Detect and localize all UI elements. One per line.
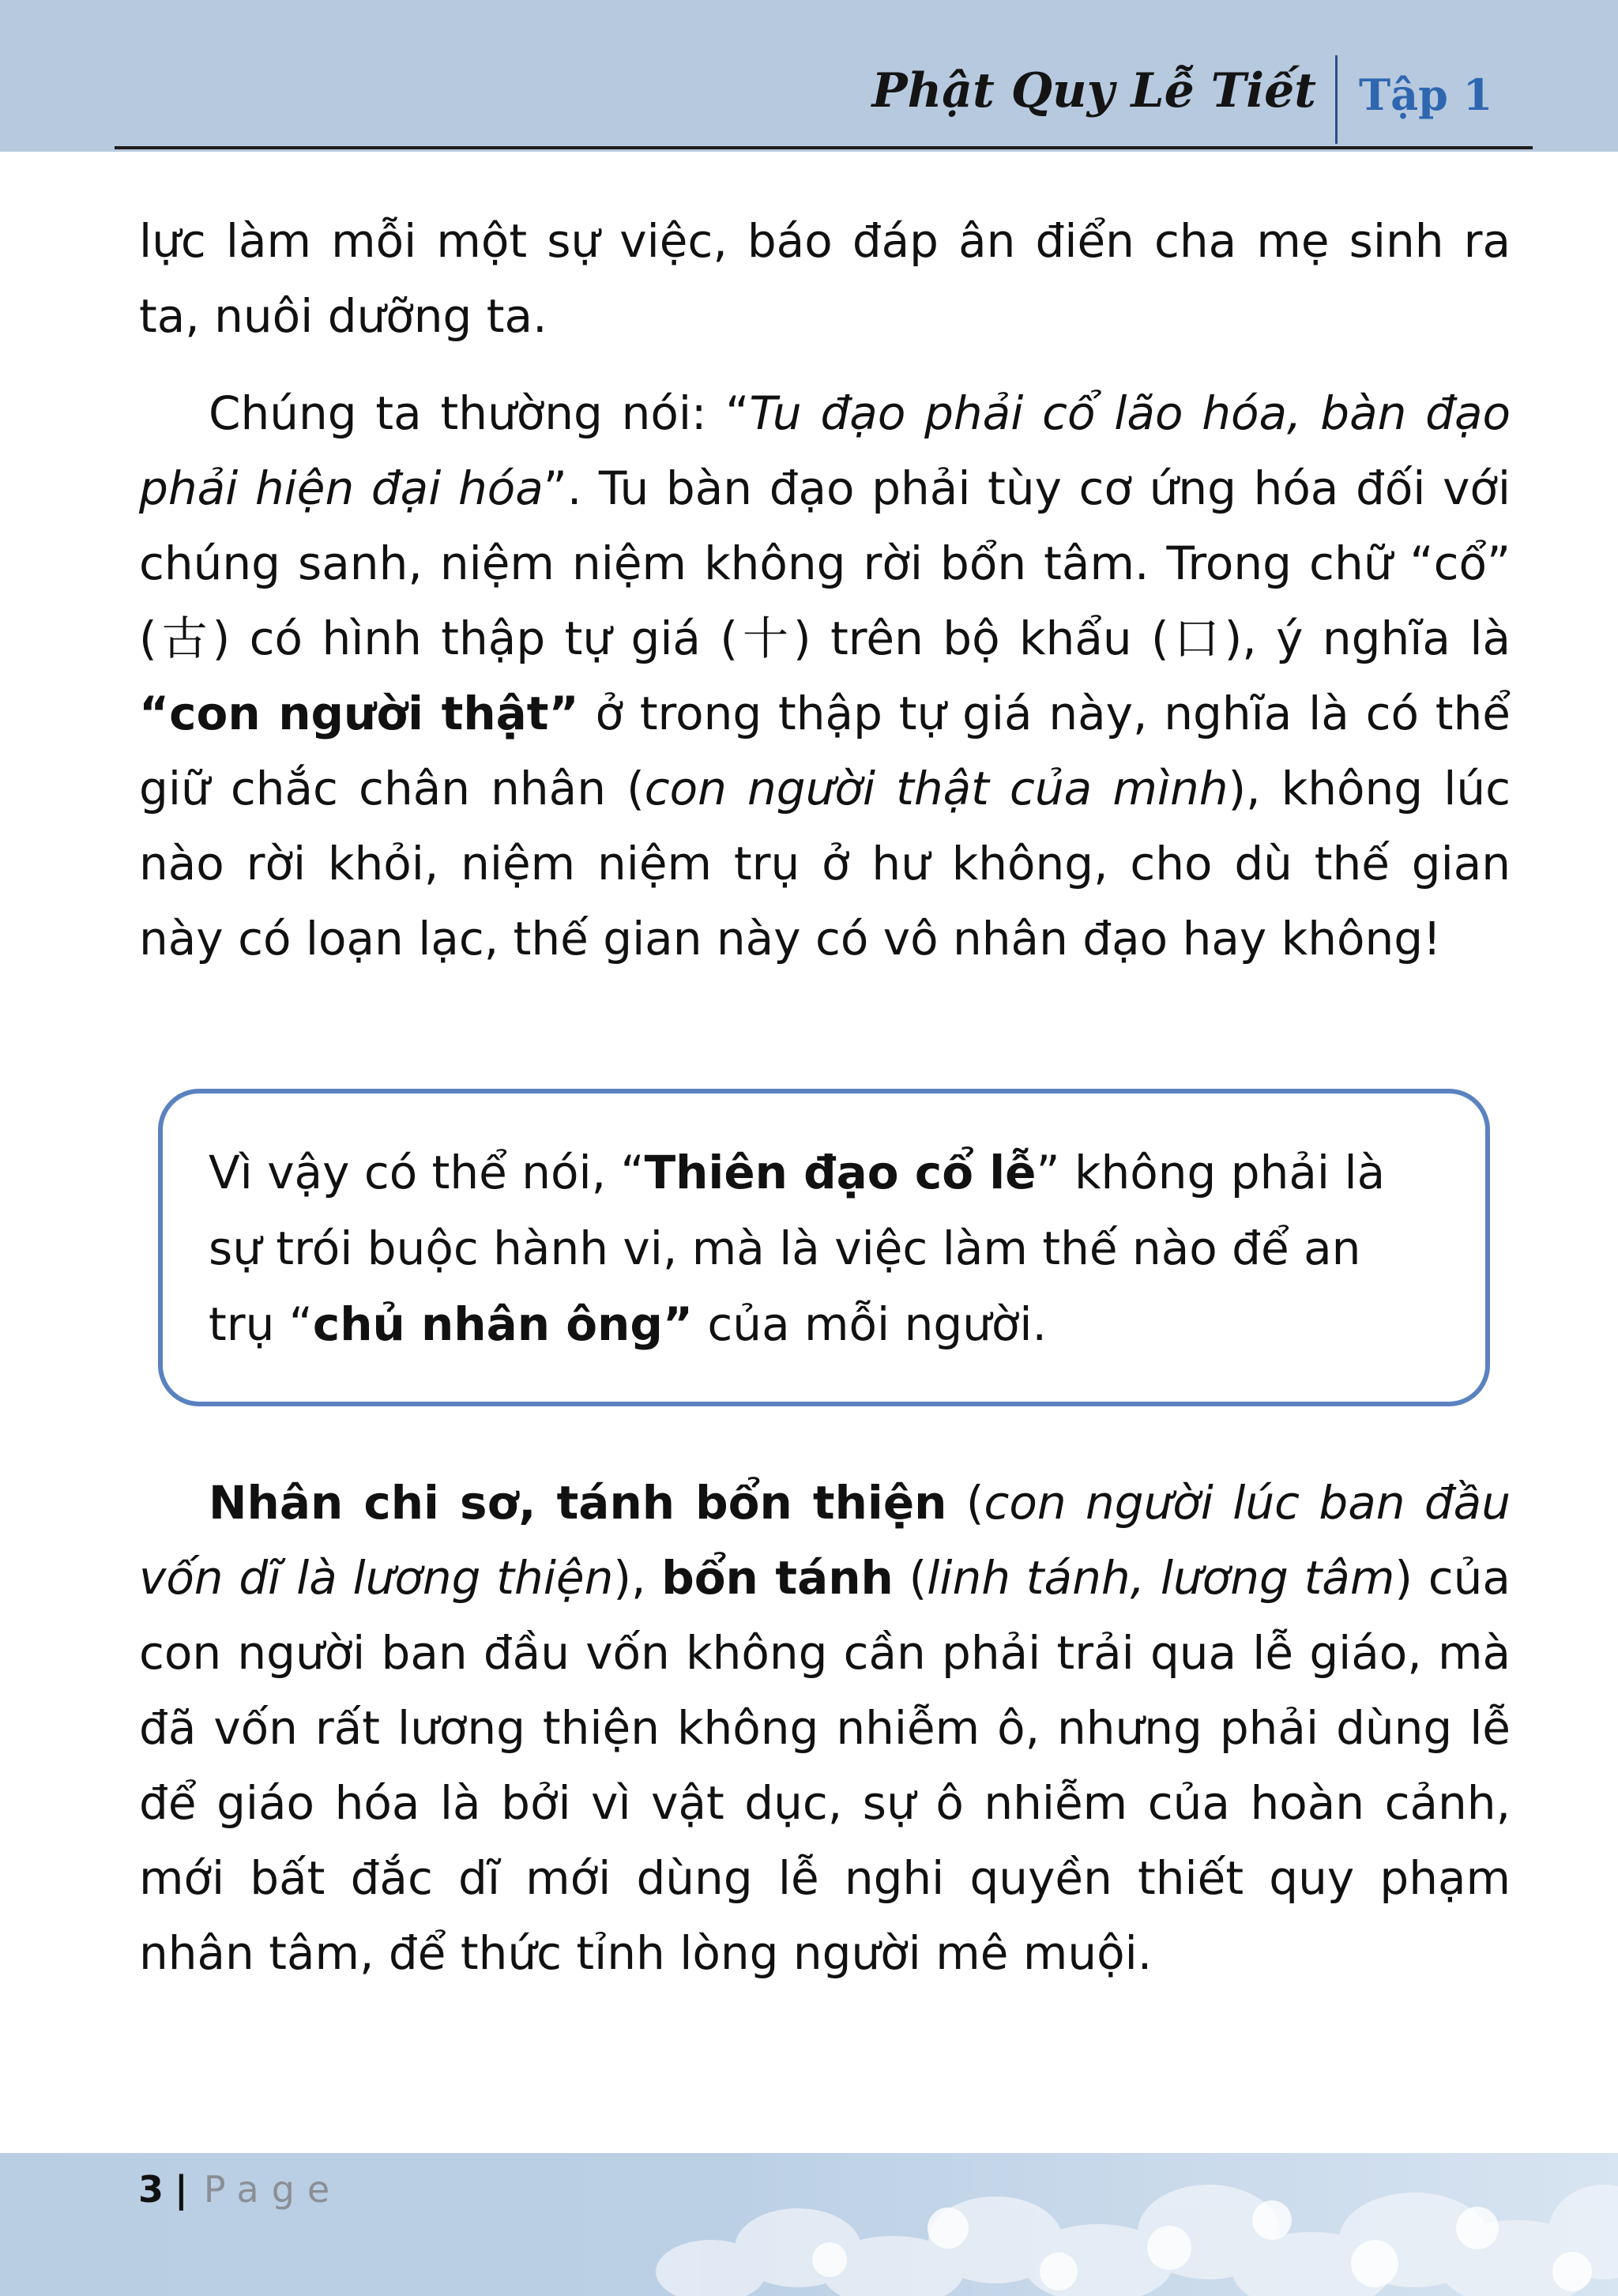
paragraph-3 (139, 1466, 1511, 1991)
p2-italic-2: con người thật của mình (644, 762, 1229, 815)
p3-text-4: ) của con người ban đầu vốn không cần phải trải qua lễ giáo, mà đã vốn rất lương thiện không nhiễm ô, nhưng phải dùng lễ để giáo hóa là bởi vì vật dục, sự ô nhiễm của hoàn cảnh, mới bất đắc dĩ mới dùng lễ nghi quyền thiết quy phạm nhân tâm, để thức tỉnh lòng người mê muội. (139, 1551, 1511, 1980)
paragraph-1-text: lực làm mỗi một sự việc, báo đáp ân điển cha mẹ sinh ra ta, nuôi dưỡng ta. (139, 214, 1511, 343)
book-title: Phật Quy Lễ Tiết (871, 63, 1316, 119)
p3-text-2: ), (613, 1551, 662, 1605)
callout-bold-1: Thiên đạo cổ lễ (644, 1146, 1037, 1199)
callout-text-3: của mỗi người. (692, 1297, 1047, 1351)
p2-italic-1: Tu đạo phải cổ lão hóa, bàn đạo phải hiện đại hóa (139, 386, 1511, 515)
callout-bold-2: chủ nhân ông” (312, 1297, 693, 1351)
header-rule (115, 146, 1533, 149)
p3-text-1: ( (946, 1476, 984, 1530)
p2-text-4: ), không lúc nào rời khỏi, niệm niệm trụ ở hư không, cho dù thế gian này có loạn lạc, thế gian này có vô nhân đạo hay không! (139, 762, 1511, 965)
page-number-value: 3 (138, 2168, 164, 2211)
body-text (139, 204, 1511, 977)
callout-box (158, 1089, 1490, 1406)
callout-text-2: ” không phải là sự trói buộc hành vi, mà là việc làm thế nào để an trụ “ (209, 1146, 1386, 1351)
volume-label: Tập 1 (1359, 70, 1493, 120)
p3-text-3: ( (893, 1551, 928, 1605)
p2-text-2: ”. Tu bàn đạo phải tùy cơ ứng hóa đối với chúng sanh, niệm niệm không rời bổn tâm. Trong chữ “cổ” (古) có hình thập tự giá (十) trên bộ khẩu (口), ý nghĩa là (139, 461, 1511, 665)
p3-bold-2: bổn tánh (661, 1551, 894, 1605)
page-number (138, 2168, 342, 2211)
page-word: Page (203, 2168, 343, 2211)
p3-italic-1: con người lúc ban đầu vốn dĩ là lương thiện (139, 1476, 1511, 1605)
p3-italic-2: linh tánh, lương tâm (927, 1551, 1395, 1605)
paragraph-2 (139, 376, 1511, 977)
p3-bold-1: Nhân chi sơ, tánh bổn thiện (209, 1476, 947, 1530)
page-separator: | (175, 2168, 188, 2211)
p2-text-1: Chúng ta thường nói: “ (209, 386, 750, 440)
p2-bold-1: “con người thật” (139, 687, 579, 740)
callout-text-1: Vì vậy có thể nói, “ (209, 1146, 645, 1199)
paragraph-1 (139, 204, 1511, 354)
p2-text-3: ở trong thập tự giá này, nghĩa là có thể giữ chắc chân nhân ( (139, 687, 1511, 815)
header-separator (1335, 55, 1338, 144)
